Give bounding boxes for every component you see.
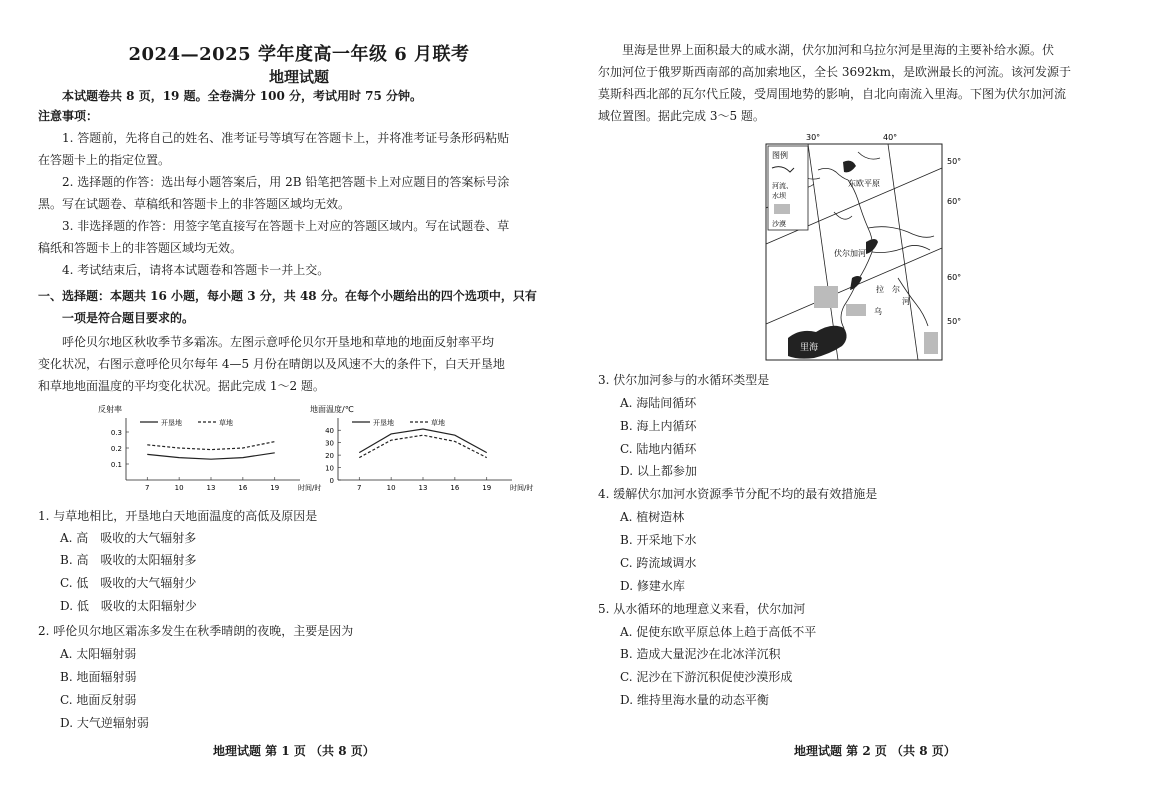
passage-line: 莫斯科西北部的瓦尔代丘陵，受周围地势的影响，自北向南流入里海。下图为伏尔加河流 bbox=[598, 87, 1067, 101]
y-tick-label: 0 bbox=[329, 477, 334, 485]
notice-title: 注意事项： bbox=[38, 109, 99, 123]
lat-label: 50° bbox=[947, 317, 962, 326]
answer-option: C. 跨流域调水 bbox=[620, 556, 697, 570]
ural-label: 拉 bbox=[876, 285, 884, 294]
sea-label: 里海 bbox=[800, 343, 819, 353]
notice-line: 1. 答题前，先将自己的姓名、准考证号等填写在答题卡上，并将准考证号条形码粘贴 bbox=[62, 131, 510, 145]
lat-label: 60° bbox=[947, 273, 962, 282]
lat-label: 60° bbox=[947, 197, 962, 206]
x-tick-label: 16 bbox=[450, 484, 460, 492]
question-stem: 5. 从水循环的地理意义来看，伏尔加河 bbox=[598, 602, 806, 616]
answer-option: A. 海陆间循环 bbox=[620, 396, 697, 410]
answer-option: C. 地面反射弱 bbox=[60, 693, 137, 707]
notice-line: 稿纸和答题卡上的非答题区域均无效。 bbox=[38, 241, 243, 255]
x-tick-label: 16 bbox=[238, 484, 248, 492]
charts bbox=[96, 402, 534, 494]
volga-label: 伏尔加河 bbox=[834, 249, 866, 258]
answer-option: A. 太阳辐射弱 bbox=[60, 647, 137, 661]
y-tick-label: 0.1 bbox=[110, 461, 122, 469]
answer-option: C. 低 吸收的大气辐射少 bbox=[60, 576, 197, 590]
plain-label: 东欧平原 bbox=[848, 179, 880, 188]
answer-option: B. 开采地下水 bbox=[620, 533, 697, 547]
page-footer: 地理试题 第 2 页 （共 8 页） bbox=[794, 744, 956, 758]
lon-label: 30° bbox=[806, 133, 821, 142]
answer-option: A. 促使东欧平原总体上趋于高低不平 bbox=[620, 625, 817, 639]
answer-option: B. 地面辐射弱 bbox=[60, 670, 137, 684]
reflectance-chart bbox=[98, 404, 321, 492]
question-stem: 3. 伏尔加河参与的水循环类型是 bbox=[598, 373, 770, 387]
notice-line: 2. 选择题的作答：选出每小题答案后，用 2B 铅笔把答题卡上对应题目的答案标号涂 bbox=[62, 175, 510, 189]
legend-river: 水坝 bbox=[772, 192, 786, 200]
answer-option: D. 修建水库 bbox=[620, 579, 685, 593]
legend-label: 草地 bbox=[219, 419, 233, 427]
x-axis-label: 时间/时 bbox=[298, 484, 322, 492]
question-stem: 1. 与草地相比，开垦地白天地面温度的高低及原因是 bbox=[38, 509, 318, 523]
y-tick-label: 20 bbox=[325, 452, 334, 461]
notice-line: 4. 考试结束后，请将本试题卷和答题卡一并上交。 bbox=[62, 263, 330, 277]
series-line-开垦地 bbox=[359, 429, 487, 453]
legend-title: 图例 bbox=[772, 151, 788, 160]
answer-option: A. 植树造林 bbox=[620, 510, 685, 524]
x-tick-label: 13 bbox=[418, 484, 428, 492]
section-heading: 一、选择题：本题共 16 小题，每小题 3 分，共 48 分。在每个小题给出的四个选项中，只有 bbox=[38, 289, 537, 303]
page-left bbox=[38, 0, 560, 800]
x-tick-label: 7 bbox=[145, 484, 150, 492]
passage-line: 变化状况，右图示意呼伦贝尔每年 4—5 月份在晴朗以及风速不大的条件下，白天开垦地 bbox=[38, 357, 505, 371]
legend-label: 草地 bbox=[431, 419, 445, 427]
x-tick-label: 19 bbox=[482, 484, 492, 492]
legend-label: 开垦地 bbox=[373, 419, 394, 427]
question-stem: 2. 呼伦贝尔地区霜冻多发生在秋季晴朗的夜晚，主要是因为 bbox=[38, 624, 354, 638]
y-tick-label: 10 bbox=[325, 464, 334, 473]
ural-label: 尔 bbox=[892, 285, 900, 294]
y-axis-label: 地面温度/℃ bbox=[310, 405, 354, 414]
passage-line: 尔加河位于俄罗斯西南部的高加索地区，全长 3692km，是欧洲最长的河流。该河发源于 bbox=[598, 65, 1072, 79]
exam-title: 2024—2025 学年度高一年级 6 月联考 bbox=[128, 44, 470, 65]
legend-label: 开垦地 bbox=[161, 419, 182, 427]
answer-option: C. 陆地内循环 bbox=[620, 442, 697, 456]
answer-option: B. 高 吸收的太阳辐射多 bbox=[60, 553, 197, 567]
x-tick-label: 10 bbox=[386, 484, 396, 492]
series-line-开垦地 bbox=[147, 453, 275, 459]
lon-label: 40° bbox=[883, 133, 898, 142]
ural-label: 河 bbox=[902, 297, 910, 306]
legend-desert-icon bbox=[774, 204, 790, 214]
y-tick-label: 30 bbox=[325, 439, 334, 448]
temperature-chart bbox=[310, 404, 533, 492]
y-axis-label: 反射率 bbox=[98, 405, 122, 414]
volga-map bbox=[748, 128, 978, 364]
answer-option: D. 低 吸收的太阳辐射少 bbox=[60, 599, 197, 613]
page-footer: 地理试题 第 1 页 （共 8 页） bbox=[213, 744, 375, 758]
x-axis-label: 时间/时 bbox=[510, 484, 534, 492]
notice-line: 黑。写在试题卷、草稿纸和答题卡上的非答题区域均无效。 bbox=[38, 197, 351, 211]
exam-info: 本试题卷共 8 页，19 题。全卷满分 100 分，考试用时 75 分钟。 bbox=[62, 89, 423, 103]
answer-option: D. 以上都参加 bbox=[620, 464, 697, 478]
y-tick-label: 0.2 bbox=[110, 445, 122, 453]
legend-river: 河流、 bbox=[772, 182, 793, 190]
notice-line: 在答题卡上的指定位置。 bbox=[38, 153, 171, 167]
answer-option: D. 维持里海水量的动态平衡 bbox=[620, 693, 769, 707]
y-tick-label: 0.3 bbox=[110, 429, 122, 437]
answer-option: A. 高 吸收的大气辐射多 bbox=[60, 531, 197, 545]
x-tick-label: 7 bbox=[357, 484, 362, 492]
x-tick-label: 13 bbox=[206, 484, 216, 492]
passage-line: 和草地地面温度的平均变化状况。据此完成 1～2 题。 bbox=[38, 379, 325, 393]
series-line-草地 bbox=[359, 435, 487, 457]
passage-line: 域位置图。据此完成 3～5 题。 bbox=[598, 109, 765, 123]
section-heading: 一项是符合题目要求的。 bbox=[62, 311, 195, 325]
page-right bbox=[598, 0, 1118, 800]
answer-option: B. 海上内循环 bbox=[620, 419, 697, 433]
x-tick-label: 10 bbox=[174, 484, 184, 492]
passage-line: 里海是世界上面积最大的咸水湖，伏尔加河和乌拉尔河是里海的主要补给水源。伏 bbox=[622, 43, 1055, 57]
question-stem: 4. 缓解伏尔加河水资源季节分配不均的最有效措施是 bbox=[598, 487, 878, 501]
answer-option: B. 造成大量泥沙在北冰洋沉积 bbox=[620, 647, 781, 661]
x-tick-label: 19 bbox=[270, 484, 280, 492]
series-line-草地 bbox=[147, 442, 275, 450]
legend-desert: 沙漠 bbox=[772, 220, 786, 228]
passage-line: 呼伦贝尔地区秋收季节多霜冻。左图示意呼伦贝尔开垦地和草地的地面反射率平均 bbox=[62, 335, 495, 349]
ural-label: 乌 bbox=[874, 307, 882, 316]
answer-option: C. 泥沙在下游沉积促使沙漠形成 bbox=[620, 670, 793, 684]
lat-label: 50° bbox=[947, 157, 962, 166]
exam-subtitle: 地理试题 bbox=[268, 68, 329, 86]
answer-option: D. 大气逆辐射弱 bbox=[60, 716, 149, 730]
notice-line: 3. 非选择题的作答：用签字笔直接写在答题卡上对应的答题区域内。写在试题卷、草 bbox=[62, 219, 510, 233]
y-tick-label: 40 bbox=[325, 427, 334, 436]
